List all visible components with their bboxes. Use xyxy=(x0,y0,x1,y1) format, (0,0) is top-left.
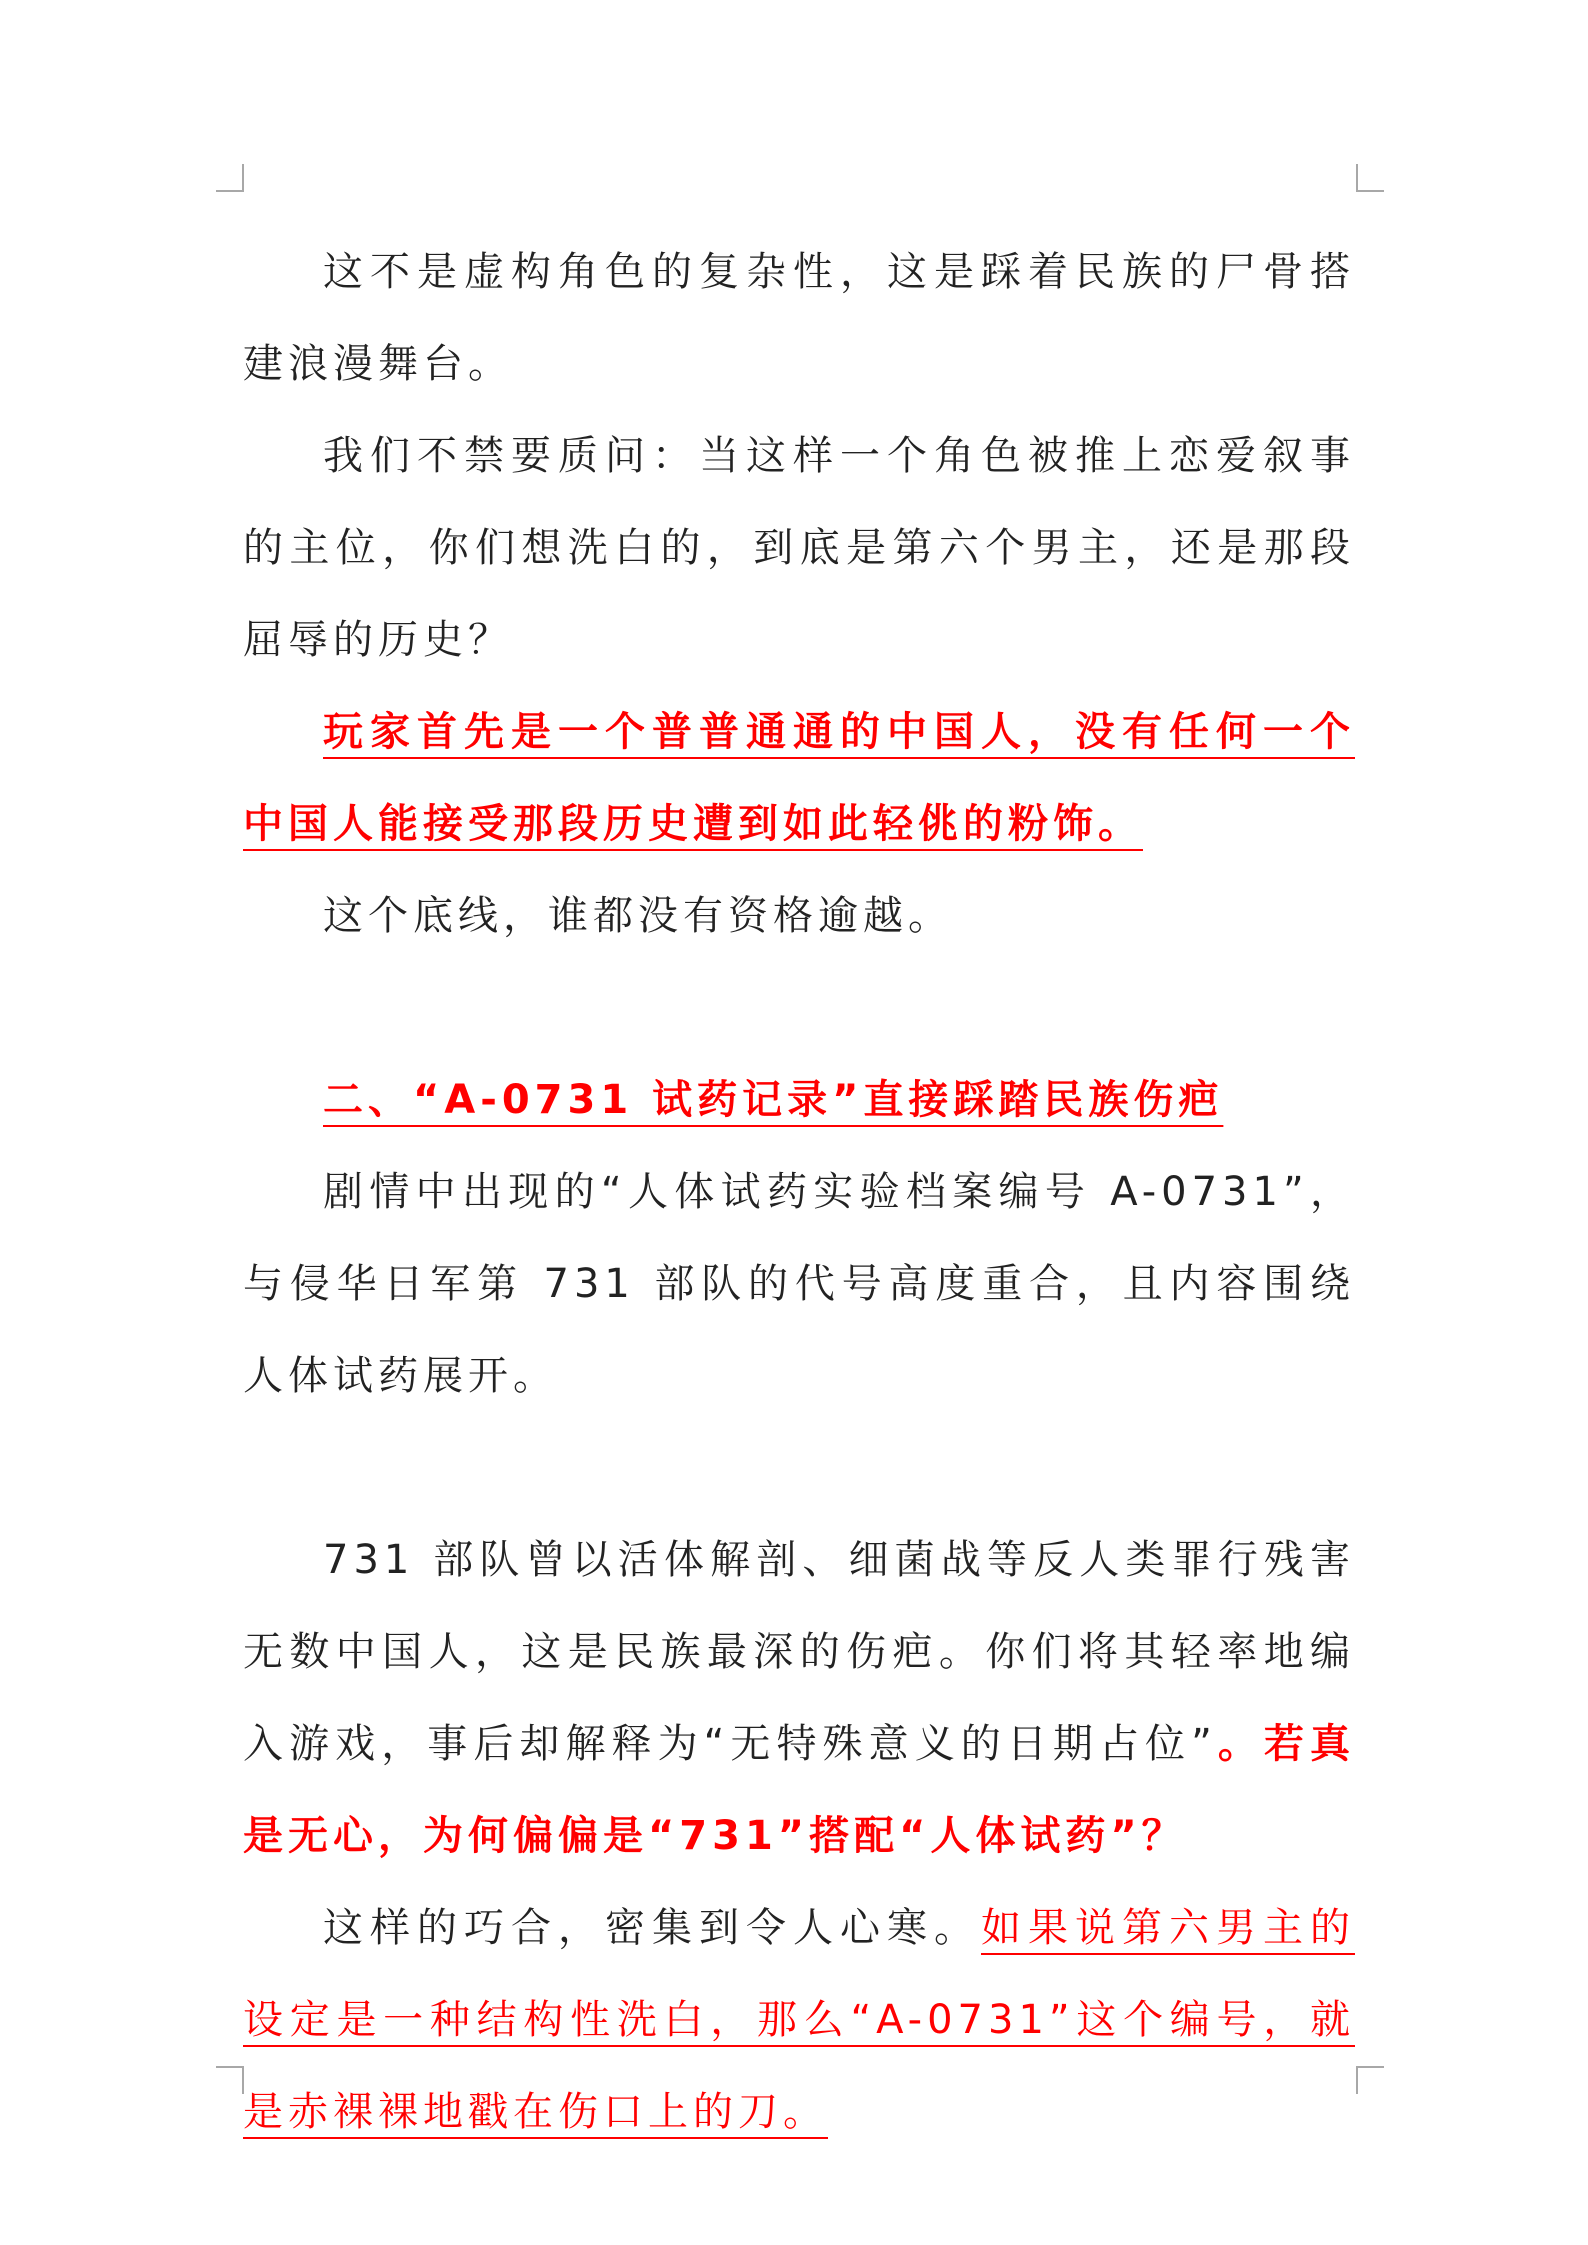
paragraph-7-emphasis: 如果说第六男主的设定是一种结构性洗白，那么“A-0731”这个编号，就是赤裸裸地戳在伤口上的刀。 xyxy=(243,1905,1355,2135)
paragraph-6-emphasis: 。若真是无心，为何偏偏是“731”搭配“人体试药”？ xyxy=(243,1721,1356,1859)
paragraph-7-text: 这样的巧合，密集到令人心寒。 xyxy=(323,1905,981,1951)
emphasis-text: 玩家首先是一个普普通通的中国人，没有任何一个中国人能接受那段历史遭到如此轻佻的粉饰。 xyxy=(243,709,1355,847)
section-heading-text: 二、“A-0731 试药记录”直接踩踏民族伤疤 xyxy=(323,1077,1224,1123)
corner-mark-bottom-right xyxy=(1356,2066,1384,2094)
paragraph-2: 我们不禁要质问：当这样一个角色被推上恋爱叙事的主位，你们想洗白的，到底是第六个男主，还是那段屈辱的历史？ xyxy=(243,433,1355,663)
section-heading-2 xyxy=(243,1054,1355,1146)
paragraph-6-text: 731 部队曾以活体解剖、细菌战等反人类罪行残害无数中国人，这是民族最深的伤疤。你们将其轻率地编入游戏，事后却解释为“无特殊意义的日期占位” xyxy=(243,1537,1355,1767)
corner-mark-top-right xyxy=(1356,164,1384,192)
document-body xyxy=(243,226,1355,2158)
paragraph-6 xyxy=(243,1514,1355,1882)
paragraph-1: 这不是虚构角色的复杂性，这是踩着民族的尸骨搭建浪漫舞台。 xyxy=(243,249,1355,387)
paragraph-4: 这个底线，谁都没有资格逾越。 xyxy=(323,893,953,939)
paragraph-5: 剧情中出现的“人体试药实验档案编号 A-0731”，与侵华日军第 731 部队的代号高度重合，且内容围绕人体试药展开。 xyxy=(243,1169,1355,1399)
paragraph-7 xyxy=(243,1882,1355,2158)
spacer xyxy=(243,1422,1355,1514)
corner-mark-top-left xyxy=(216,164,244,192)
spacer xyxy=(243,962,1355,1054)
corner-mark-bottom-left xyxy=(216,2066,244,2094)
paragraph-3-emphasis xyxy=(243,686,1355,870)
